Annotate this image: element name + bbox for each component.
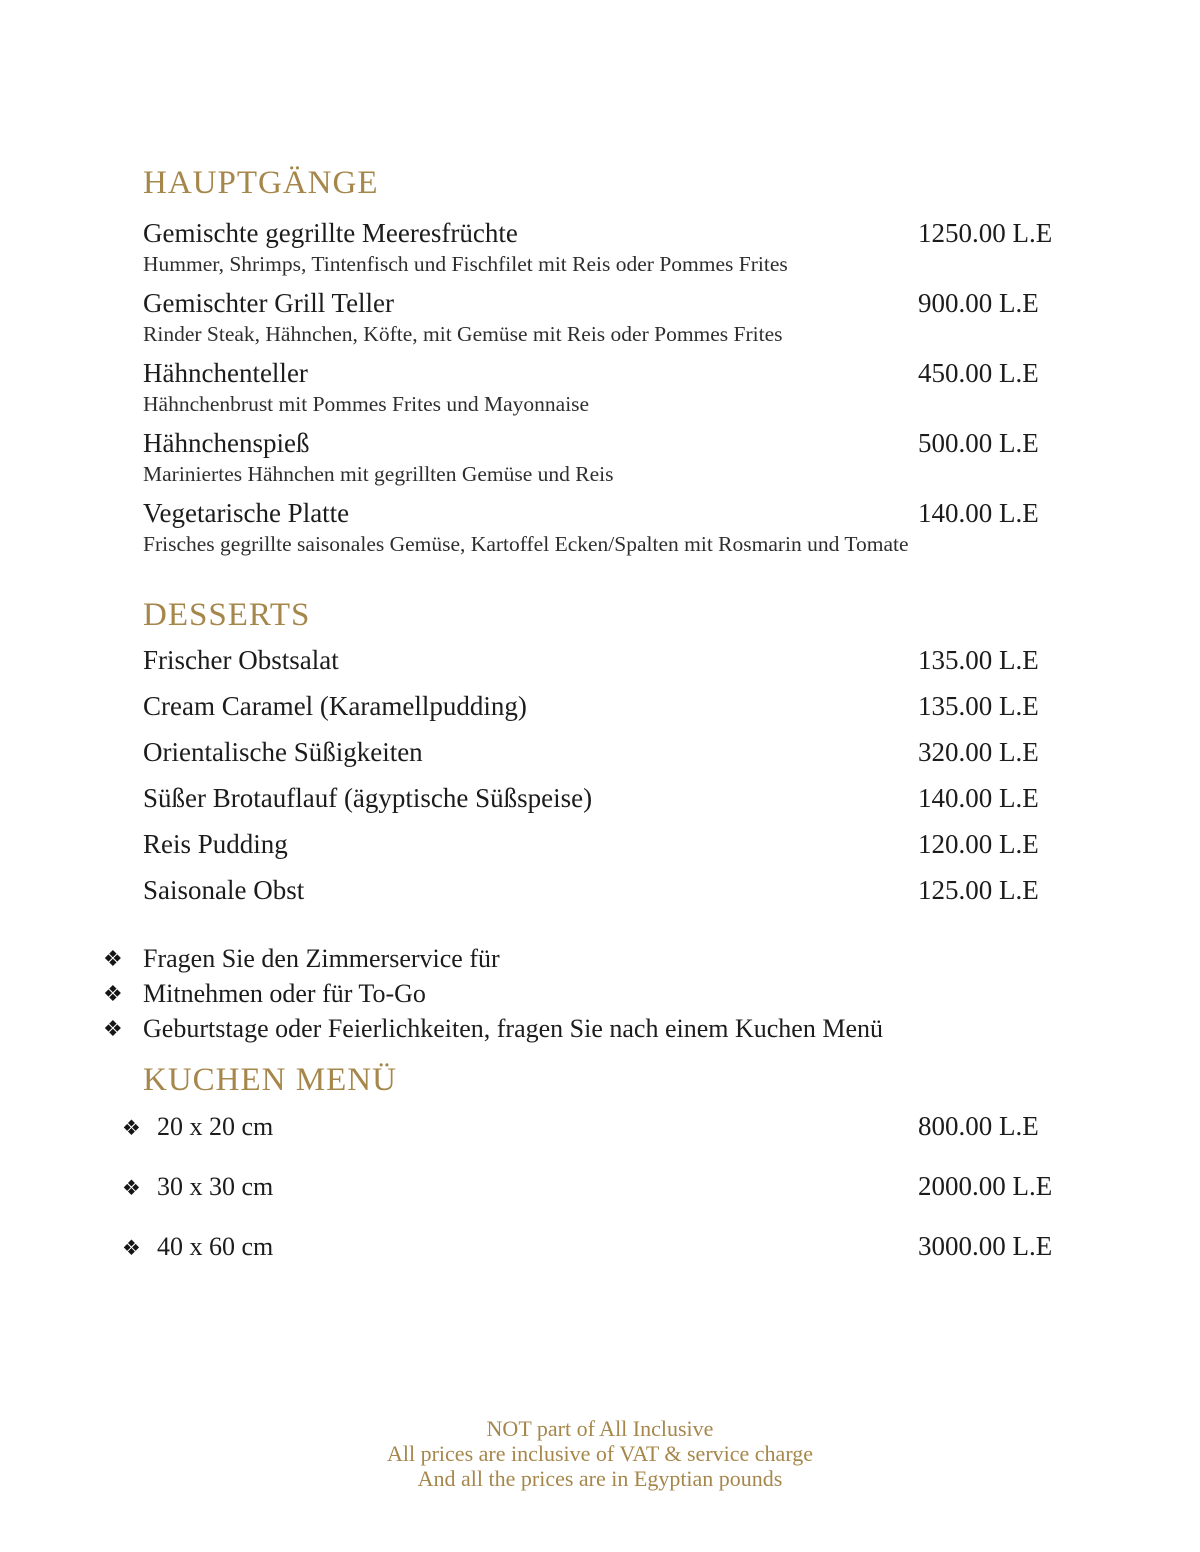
diamond-bullet-icon: ❖ [103,981,123,1006]
item-name: Cream Caramel (Karamellpudding) [143,691,527,721]
item-name: Frischer Obstsalat [143,645,339,675]
item-text-block [143,356,918,418]
item-name: Gemischter Grill Teller [143,288,395,318]
note-item [0,1011,1200,1046]
note-text: Fragen Sie den Zimmerservice für [143,944,500,973]
diamond-bullet-icon: ❖ [122,1176,141,1200]
item-description: Hummer, Shrimps, Tintenfisch und Fischfilet mit Reis oder Pommes Frites [143,252,788,276]
menu-item-row [0,286,1200,348]
note-text: Geburtstage oder Feierlichkeiten, fragen Sie nach einem Kuchen Menü [143,1014,883,1043]
menu-item-row [0,426,1200,488]
notes-list [0,941,1200,1046]
item-text-block [143,496,918,558]
item-price: 120.00 L.E [918,829,1039,859]
item-price: 1250.00 L.E [918,218,1053,248]
item-price: 900.00 L.E [918,288,1039,318]
cake-size-row [0,1109,1200,1145]
item-text-block [143,426,918,488]
item-price: 140.00 L.E [918,498,1039,528]
section-title-kuchen-menu: KUCHEN MENÜ [143,1062,397,1098]
diamond-bullet-icon: ❖ [103,1016,123,1041]
item-price: 140.00 L.E [918,783,1039,813]
item-price: 125.00 L.E [918,875,1039,905]
item-text-block [143,216,918,278]
menu-item-row [0,781,1200,815]
menu-item-row [0,496,1200,558]
item-name: Hähnchenteller [143,358,308,388]
footer-line: And all the prices are in Egyptian pounds [417,1466,783,1491]
item-price: 800.00 L.E [918,1111,1039,1141]
item-price: 320.00 L.E [918,737,1039,767]
item-price: 135.00 L.E [918,691,1039,721]
footer-note [0,1416,1200,1491]
note-item [0,976,1200,1011]
item-name: Hähnchenspieß [143,428,310,458]
item-price: 500.00 L.E [918,428,1039,458]
diamond-bullet-icon: ❖ [122,1116,141,1140]
note-text: Mitnehmen oder für To-Go [143,979,426,1008]
item-description: Rinder Steak, Hähnchen, Köfte, mit Gemüse mit Reis oder Pommes Frites [143,322,783,346]
cake-menu-list [0,1109,1200,1265]
item-price: 2000.00 L.E [918,1171,1053,1201]
diamond-bullet-icon: ❖ [122,1236,141,1260]
item-name: Süßer Brotauflauf (ägyptische Süßspeise) [143,783,593,813]
item-name: Reis Pudding [143,829,288,859]
cake-size: 20 x 20 cm [157,1112,274,1141]
item-description: Mariniertes Hähnchen mit gegrillten Gemüse und Reis [143,462,614,486]
menu-item-row [0,873,1200,907]
footer-line: NOT part of All Inclusive [486,1416,714,1441]
section-title-hauptgaenge: HAUPTGÄNGE [143,165,379,201]
item-name: Saisonale Obst [143,875,305,905]
item-name: Orientalische Süßigkeiten [143,737,423,767]
menu-item-row [0,216,1200,278]
item-price: 135.00 L.E [918,645,1039,675]
menu-item-row [0,735,1200,769]
menu-item-row [0,643,1200,677]
section-title-desserts: DESSERTS [143,597,311,633]
hauptgaenge-list [0,216,1200,558]
cake-size: 30 x 30 cm [157,1172,274,1201]
cake-size-row [0,1169,1200,1205]
footer-line: All prices are inclusive of VAT & service charge [386,1441,814,1466]
note-item [0,941,1200,976]
menu-item-row [0,356,1200,418]
item-description: Hähnchenbrust mit Pommes Frites und Mayonnaise [143,392,590,416]
cake-size: 40 x 60 cm [157,1232,274,1261]
item-name: Vegetarische Platte [143,498,350,528]
diamond-bullet-icon: ❖ [103,946,123,971]
menu-item-row [0,827,1200,861]
menu-item-row [0,689,1200,723]
desserts-list [0,643,1200,907]
cake-size-row [0,1229,1200,1265]
item-description: Frisches gegrillte saisonales Gemüse, Kartoffel Ecken/Spalten mit Rosmarin und Tomate [143,532,909,556]
item-text-block [143,286,918,348]
item-price: 450.00 L.E [918,358,1039,388]
item-price: 3000.00 L.E [918,1231,1053,1261]
item-name: Gemischte gegrillte Meeresfrüchte [143,218,518,248]
